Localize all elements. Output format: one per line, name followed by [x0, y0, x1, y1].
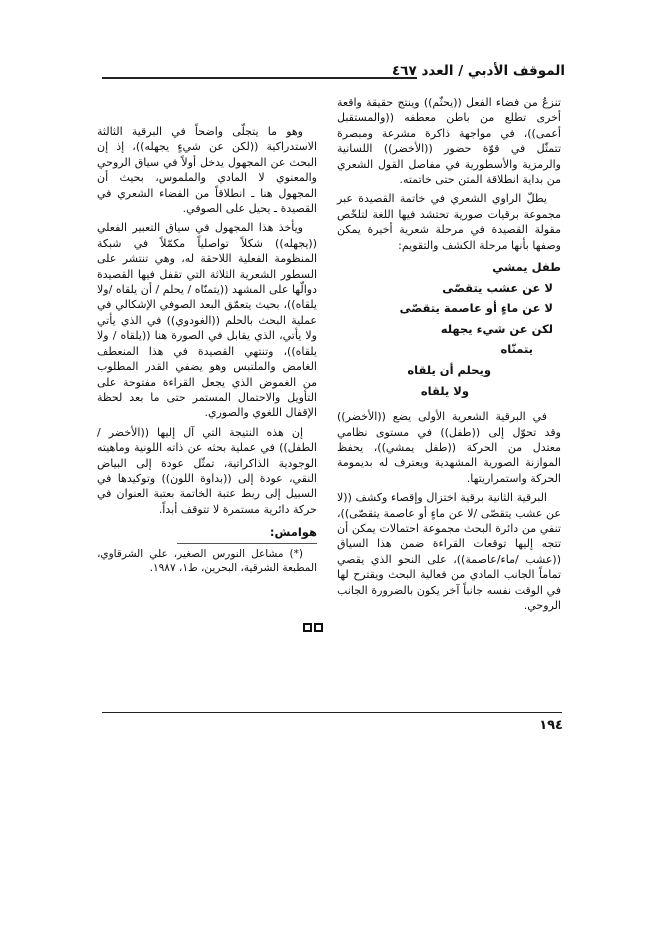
right-paragraph-3: في البرقية الشعرية الأولى يضع ((الأخضر)) وقد تحوّل إلى ((طفل)) في مستوى نظامي معتدل من الحركة ((طفل يمشي))، يحفظ الموازنة الصورية المشهدية ويعترف له بديمومة الحركة واستمراريتها.: [337, 410, 561, 485]
square-ornament-icon: [303, 623, 312, 632]
poem-line: ويحلم أن يلقاه: [407, 363, 491, 378]
left-paragraph-3: إن هذه النتيجة التي آل إليها ((الأخضر / الطفل)) في عملية بحثه عن ذاته اللونية وماهيته الوجودية الذاكراتية، تمثّل عودة إلى البياض النقي، عودة إلى ((بداوة اللون)) وتوكيدها في السبيل إلى ربط عتبة الخاتمة بعتبة العنوان في حركة دائرية مستمرة لا تتوقف أبداً.: [97, 425, 317, 516]
left-paragraph-2: ويأخذ هذا المجهول في سياق التعبير الفعلي ((يجهله)) شكلاً تواصلياً مكمّلاً في شبكة المنظومة الفعلية اللاحقة له، وهي تنتشر على السطور الشعرية الثلاثة التي تقفل فيها القصيدة دوالّها على المشهد ((يتمنّاه / يحلم / أن يلقاه /ولا يلقاه))، بحيث يتعمّق البعد الصوفي الإشكالي في عملية البحث بالحلم ((الغودوي)) في الذي يأتي ولا يأتي، الذي يقابل في الصورة هنا ((يلقاه / ولا يلقاه))، وتنتهي القصيدة في هذا المنعطف الغامض والملتبس وهو يضفي القدر المطلوب من الغموض الذي يجعل القراءة مفتوحة على التأويل والاحتمال المستمر حتى ما بعد لحظة الإقفال اللغوي والصوري.: [97, 221, 317, 420]
journal-header-title: الموقف الأدبي / العدد ٤٦٧: [392, 63, 565, 79]
right-paragraph-2: يطلّ الراوي الشعري في خاتمة القصيدة عبر مجموعة برقيات صورية تحتشد فيها اللغة لتلخّص مقولة القصيدة في مرحلة شعرية أخيرة يمكن وصفها بأنها مرحلة الكشف والتقويم:: [337, 192, 561, 252]
header-rule: [102, 77, 417, 79]
right-column: [337, 95, 561, 618]
footer-rule: [102, 712, 562, 713]
left-paragraph-1: وهو ما يتجلّى واضحاً في البرقية الثالثة الاستدراكية ((لكن عن شيءٍ يجهله))، إذ إن البحث عن المجهول يدخل أولاً في سياق الروحي والمعنوي لا المادي والملموس، بحيث أن المجهول هنا ـ انطلاقاً من الفضاء الشعري في القصيدة ـ يحيل على الصوفي.: [97, 125, 317, 216]
poem-line: لا عن ماءٍ أو عاصمة يتقصّى: [399, 301, 553, 316]
footnote-1: (*) مشاعل النورس الصغير، علي الشرقاوي، المطبعة الشرقية، البحرين، ط١، ١٩٨٧.: [97, 547, 317, 574]
poem-line: طفل يمشي: [492, 260, 561, 275]
square-ornament-icon: [314, 623, 323, 632]
footnotes-title: هوامش:: [269, 525, 317, 540]
left-column: [97, 124, 317, 579]
poem-excerpt: [337, 257, 561, 401]
poem-line: ولا يلقاه: [420, 383, 469, 398]
poem-line: لا عن عشب يتقصّى: [442, 280, 553, 295]
footnotes-rule: [177, 543, 317, 544]
page-number: ١٩٤: [539, 718, 563, 733]
section-end-marks: [303, 623, 323, 632]
poem-line: لكن عن شيء يجهله: [440, 321, 553, 336]
right-paragraph-4: البرقية الثانية برقية اختزال وإقصاء وكشف ((لا عن عشب يتقصّى /لا عن ماءٍ أو عاصمة يتقصّى))، تنفي من دائرة البحث مجموعة احتمالات يمكن أن تتجه إليها توقعات القراءة ضمن هذا السياق ((عشب /ماء/عاصمة))، على النحو الذي يقصي تماماً الجانب المادي من فعالية البحث ويقترح لها في الوقت نفسه جانباً آخر يكون بالضرورة الجانب الروحي.: [337, 491, 561, 613]
poem-line: يتمنّاه: [500, 342, 533, 357]
right-paragraph-1: تنزعُ من فضاء الفعل ((يحثّم)) وينتج حقيقة واقعة أخرى تطلع من باطن معطفه ((والمستقبل أعمى))، في مواجهة ذاكرة مشرعة ومبصرة تتمثّل في قوّة حضور ((الأخضر)) اللسانية والرمزية والأسطورية في مفاصل القول الشعري من بداية انطلاقة المتن حتى خاتمته.: [337, 96, 561, 187]
